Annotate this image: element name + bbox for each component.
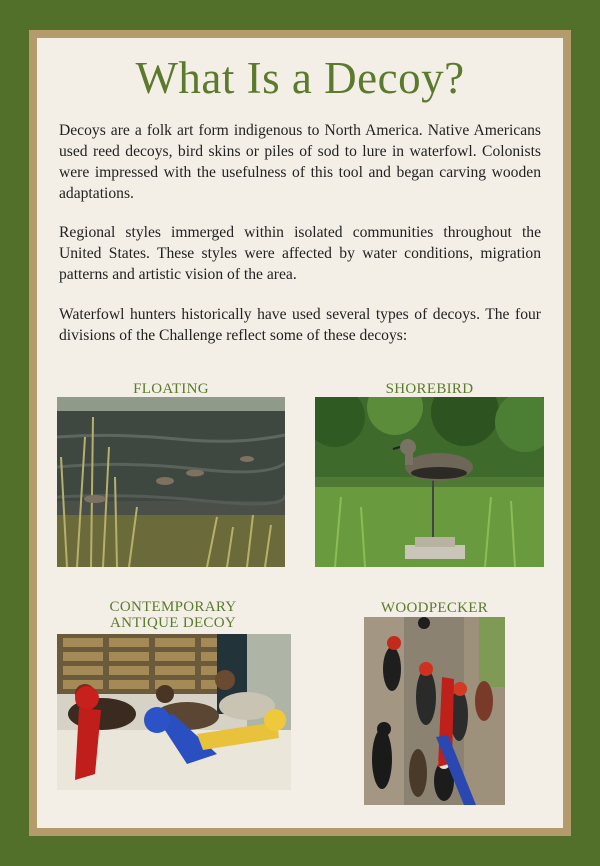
- page-title: What Is a Decoy?: [135, 53, 465, 103]
- photo-woodpecker-carvings: [364, 617, 505, 805]
- caption-contemporary-antique: [57, 599, 289, 631]
- divisions-paragraph: Waterfowl hunters historically have used several types of decoys. The four divisions of the Challenge reflect some of these decoys:: [59, 306, 541, 344]
- intro-paragraph: Decoys are a folk art form indigenous to North America. Native Americans used reed decoys, bird skins or piles of sod to lure in waterfowl. Colonists were impressed with the usefulness of this tool and began carving wooden adaptations.: [59, 122, 541, 202]
- caption-floating: FLOATING: [133, 381, 209, 397]
- caption-contemporary-line: CONTEMPORARY: [109, 599, 237, 615]
- caption-woodpecker: WOODPECKER: [380, 600, 489, 616]
- photo-antique-decoys: [57, 634, 291, 790]
- caption-antique-decoy-line: ANTIQUE DECOY: [110, 615, 236, 631]
- photo-floating-decoys: [57, 397, 285, 567]
- photo-shorebird-decoy: [315, 397, 544, 567]
- regional-styles-paragraph: Regional styles immerged within isolated communities throughout the United States. These styles were affected by water conditions, migration patterns and artistic vision of the area.: [59, 224, 541, 283]
- caption-shorebird: SHOREBIRD: [385, 381, 474, 397]
